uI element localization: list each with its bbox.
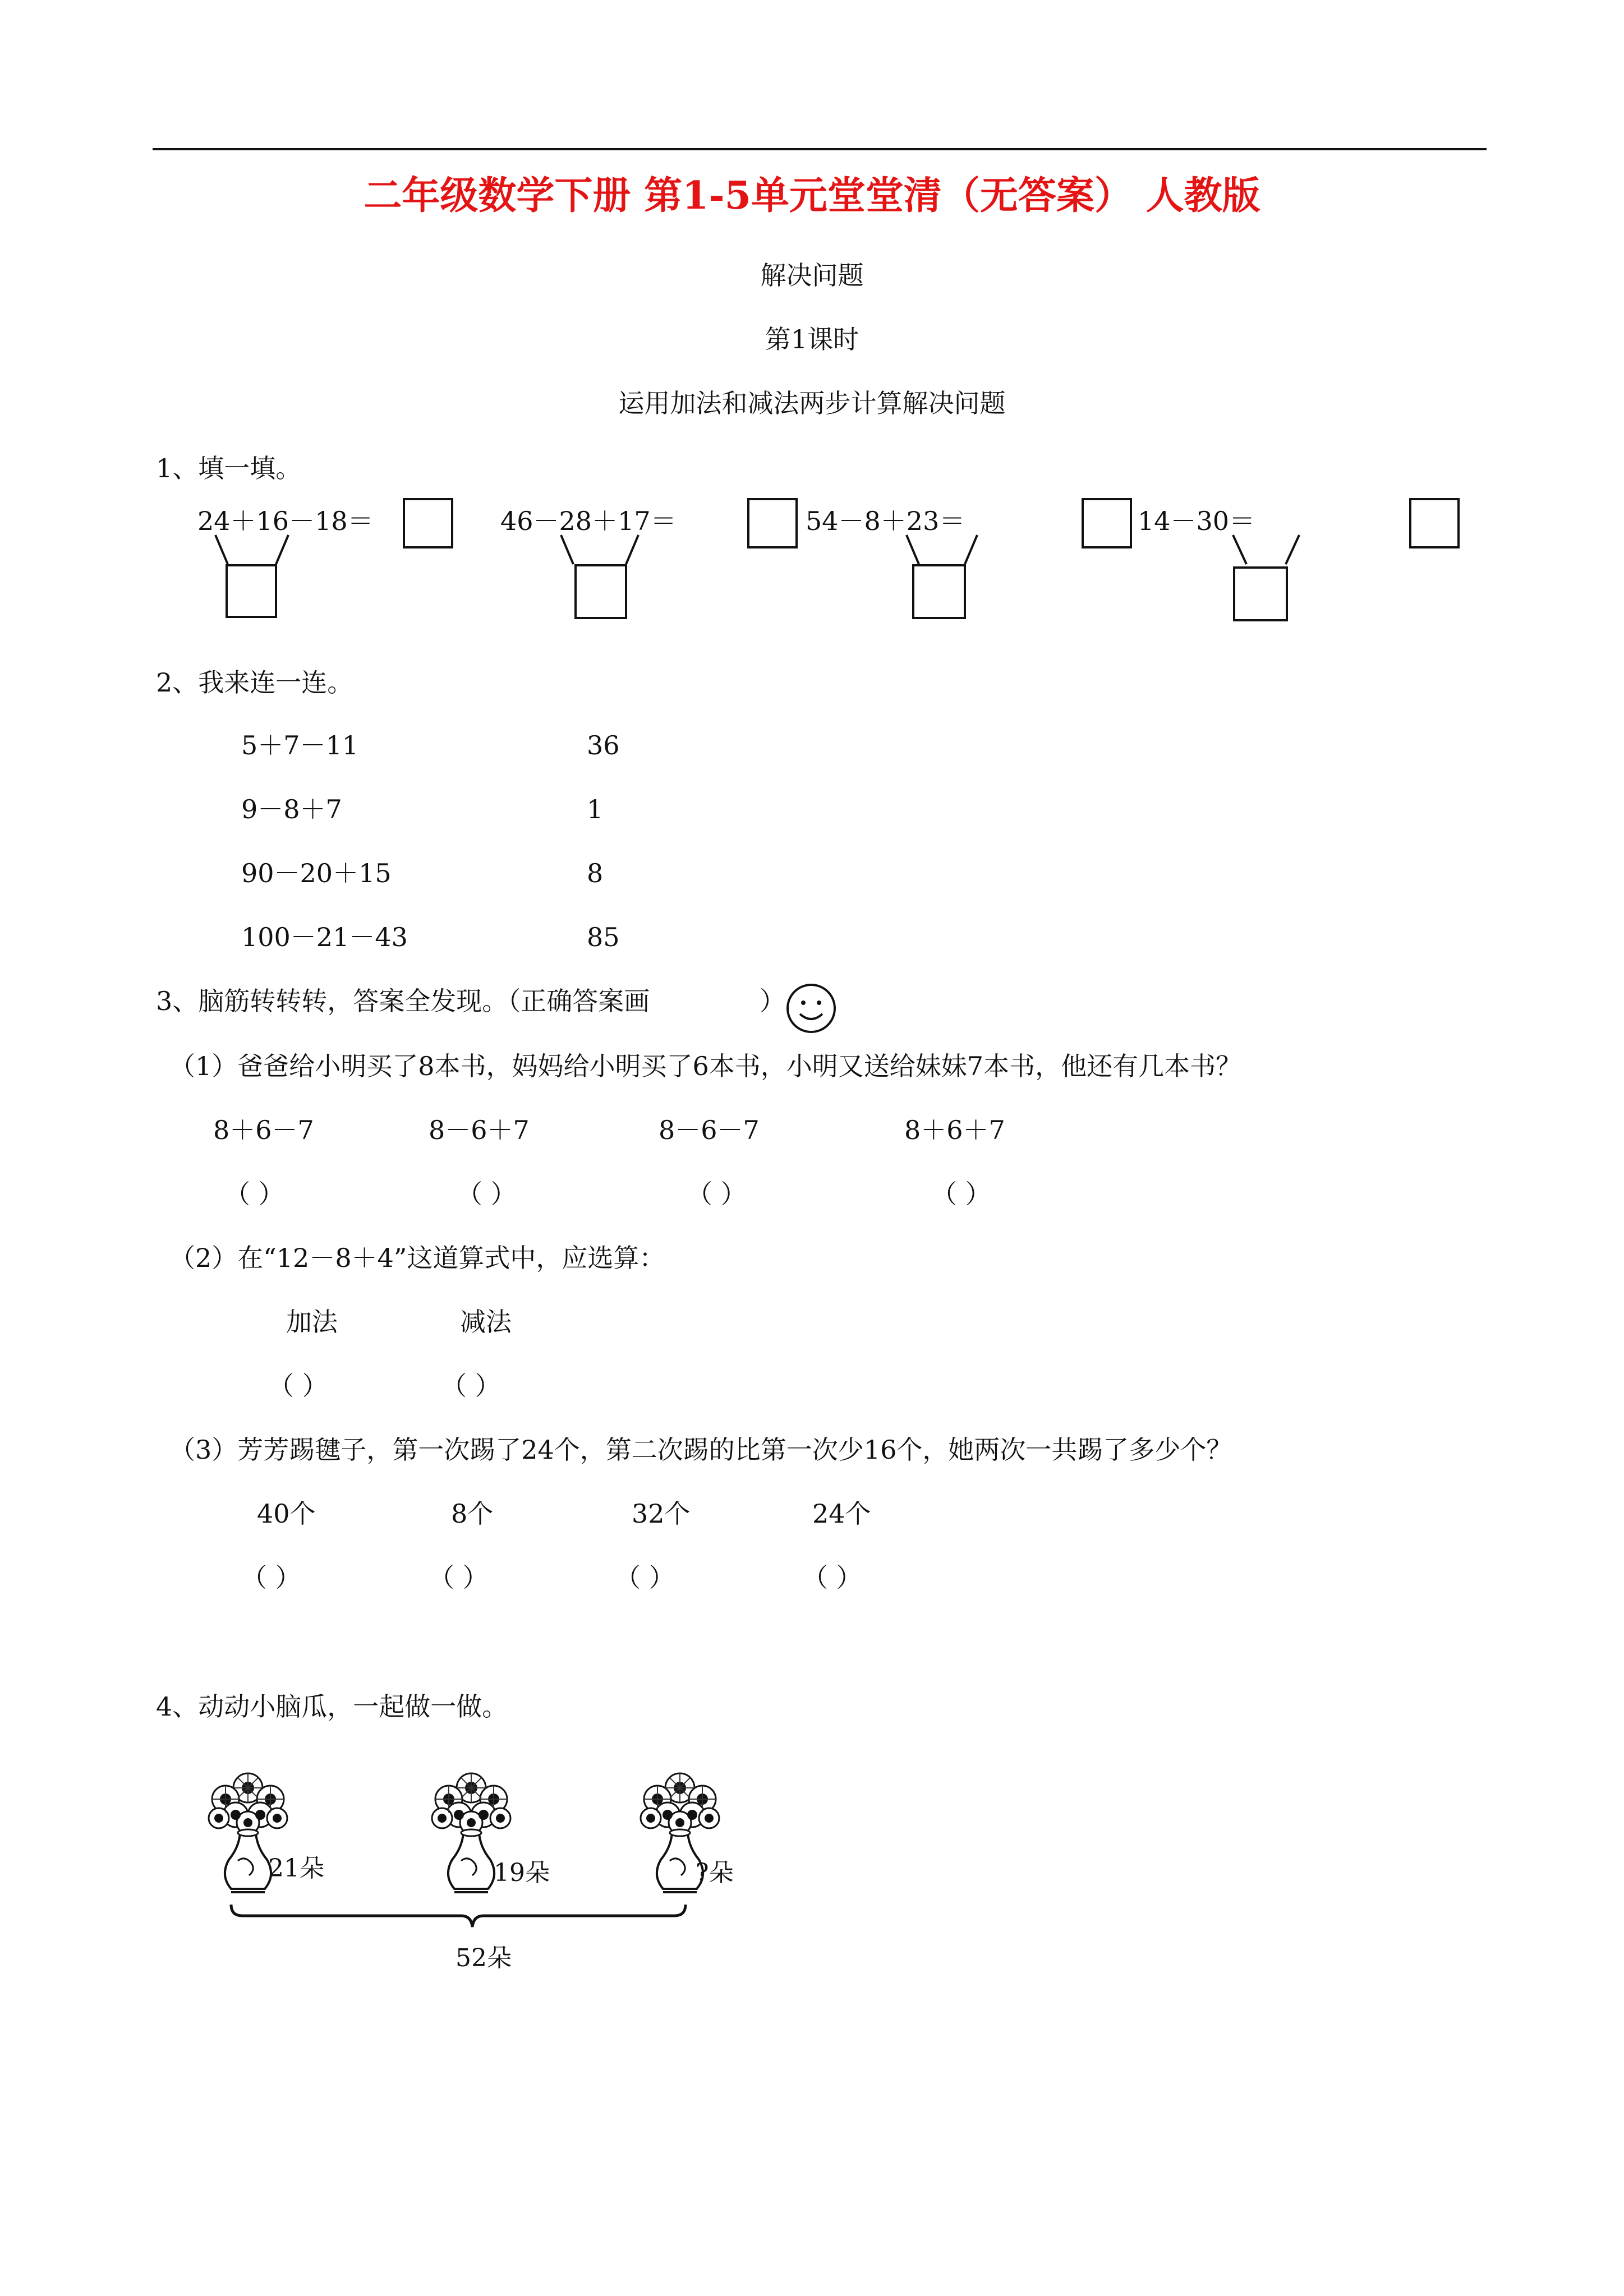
vase-label-1: 21朵	[268, 1854, 324, 1883]
q2-right-item[interactable]: 8	[587, 858, 604, 888]
vase-label-2: 19朵	[494, 1859, 550, 1887]
q3-p3-answer-paren[interactable]: （ ）	[802, 1562, 862, 1593]
lesson-title: 第1课时	[765, 324, 859, 354]
q3-p2-option: 加法	[286, 1307, 338, 1337]
q3-p2-answer-paren[interactable]: （ ）	[268, 1371, 328, 1401]
q3-p3-text: （3）芳芳踢毽子，第一次踢了24个，第二次踢的比第一次少16个，她两次一共踢了多少个？	[169, 1435, 1232, 1465]
q3-heading-close: ）	[760, 986, 785, 1016]
q1-heading: 1、填一填。	[156, 453, 302, 483]
q1-result-box-3[interactable]	[912, 564, 966, 619]
q4-heading: 4、动动小脑瓜，一起做一做。	[156, 1691, 508, 1722]
q2-right-item[interactable]: 36	[587, 730, 620, 760]
q2-left-item[interactable]: 5＋7－11	[241, 730, 359, 760]
section-title: 解决问题	[760, 260, 864, 291]
q3-p3-answer-paren[interactable]: （ ）	[429, 1562, 489, 1593]
q1-result-box-1[interactable]	[226, 564, 277, 618]
q3-p3-option: 32个	[632, 1499, 691, 1529]
q1-equation-1: 24＋16－18＝	[197, 506, 374, 536]
q3-p3-option: 40个	[257, 1499, 316, 1529]
q3-p1-answer-paren[interactable]: （ ）	[224, 1179, 284, 1209]
q2-left-item[interactable]: 90－20＋15	[241, 858, 392, 888]
q2-heading: 2、我来连一连。	[156, 667, 353, 698]
q2-right-item[interactable]: 1	[587, 794, 604, 824]
q1-result-box-4[interactable]	[1233, 566, 1288, 621]
q3-p3-answer-paren[interactable]: （ ）	[241, 1562, 301, 1593]
q2-right-item[interactable]: 85	[587, 922, 620, 952]
q3-p1-text: （1）爸爸给小明买了8本书，妈妈给小明买了6本书，小明又送给妹妹7本书，他还有几本书？	[169, 1051, 1242, 1081]
total-brace	[231, 1905, 686, 1927]
smiley-face-icon	[784, 981, 838, 1035]
q3-p1-option: 8＋6＋7	[904, 1115, 1005, 1145]
q1-answer-box-3[interactable]	[1082, 498, 1132, 548]
q3-heading: 3、脑筋转转转，答案全发现。（正确答案画	[156, 986, 650, 1016]
q3-p3-option: 8个	[451, 1499, 494, 1529]
q2-left-item[interactable]: 9－8＋7	[241, 794, 342, 824]
q3-p2-option: 减法	[460, 1307, 512, 1337]
topic-title: 运用加法和减法两步计算解决问题	[618, 388, 1006, 418]
q3-p3-answer-paren[interactable]: （ ）	[615, 1562, 675, 1593]
q1-answer-box-4[interactable]	[1409, 498, 1460, 548]
q3-p1-option: 8－6－7	[659, 1115, 760, 1145]
vase-label-3: ?朵	[696, 1859, 734, 1887]
q1-equation-4: 14－30＝	[1138, 506, 1255, 536]
q1-equation-3: 54－8＋23＝	[806, 506, 965, 536]
q3-p1-answer-paren[interactable]: （ ）	[687, 1179, 747, 1209]
q1-equation-2: 46－28＋17＝	[500, 506, 677, 536]
q3-p2-text: （2）在“12－8＋4”这道算式中，应选算：	[169, 1243, 665, 1273]
q1-answer-box-2[interactable]	[747, 498, 798, 548]
q3-p2-answer-paren[interactable]: （ ）	[441, 1371, 501, 1401]
q2-left-item[interactable]: 100－21－43	[241, 922, 408, 952]
q3-p1-answer-paren[interactable]: （ ）	[931, 1179, 991, 1209]
q3-p1-answer-paren[interactable]: （ ）	[457, 1179, 517, 1209]
total-label: 52朵	[456, 1944, 512, 1972]
q1-result-box-2[interactable]	[574, 564, 627, 619]
q3-p1-option: 8＋6－7	[213, 1115, 314, 1145]
q3-p3-option: 24个	[812, 1499, 871, 1529]
page-title: 二年级数学下册 第1-5单元堂堂清（无答案） 人教版	[364, 173, 1260, 218]
q3-p1-option: 8－6＋7	[429, 1115, 530, 1145]
